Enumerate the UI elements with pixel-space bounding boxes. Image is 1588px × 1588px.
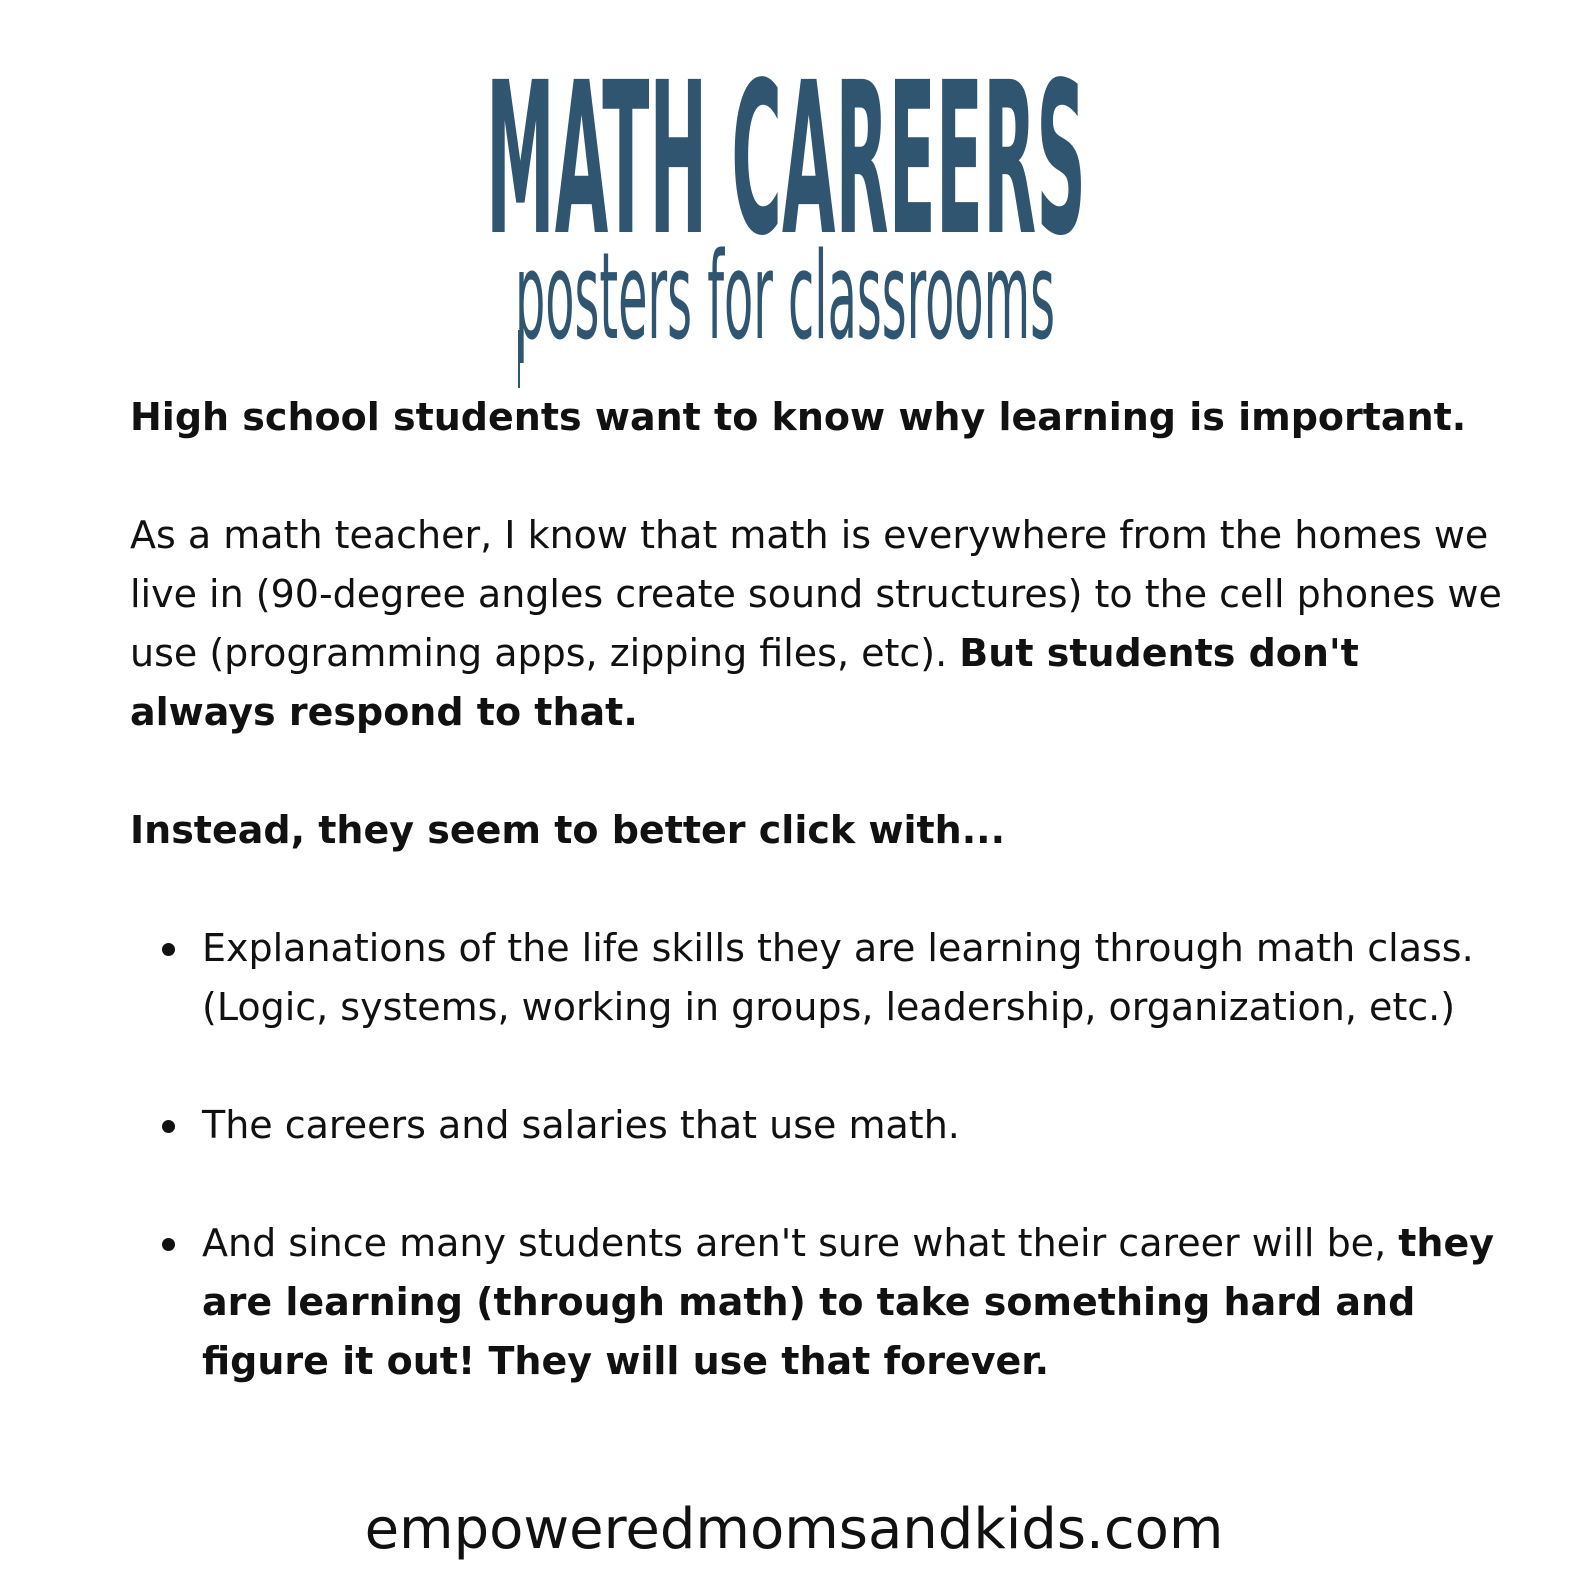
intro-paragraph (130, 506, 1510, 742)
list-item-text: The careers and salaries that use math. (202, 1103, 960, 1147)
list-item-emphasis: they are learning (through math) to take something hard and figure it out! They will use that forever. (202, 1221, 1494, 1383)
lead-statement: High school students want to know why learning is important. (130, 395, 1467, 439)
list-item (130, 1214, 1510, 1391)
intro-paragraph-text: As a math teacher, I know that math is everywhere from the homes we live in (90-degree angles create sound structures) to the cell phones we use (programming apps, zipping files, etc). (130, 513, 1502, 675)
website-footer: empoweredmomsandkids.com (364, 1497, 1224, 1562)
main-content (130, 388, 1510, 1450)
list-item (130, 919, 1510, 1037)
page-subtitle: posters for classrooms (515, 228, 1055, 367)
intro-paragraph-emphasis: But students don't always respond to that. (130, 631, 1359, 734)
bullet-list (130, 919, 1510, 1391)
bullet-icon (162, 1238, 175, 1251)
bullet-icon (162, 1120, 175, 1133)
header-graphic (0, 0, 1588, 395)
subhead: Instead, they seem to better click with... (130, 808, 1006, 852)
header (0, 0, 1588, 395)
list-item (130, 1096, 1510, 1155)
list-item-text: And since many students aren't sure what their career will be, (202, 1221, 1399, 1265)
bullet-icon (162, 943, 175, 956)
list-item-text: Explanations of the life skills they are learning through math class. (Logic, systems, working in groups, leadership, organization, etc.) (202, 926, 1474, 1029)
page-title: MATH CAREERS (486, 37, 1086, 282)
